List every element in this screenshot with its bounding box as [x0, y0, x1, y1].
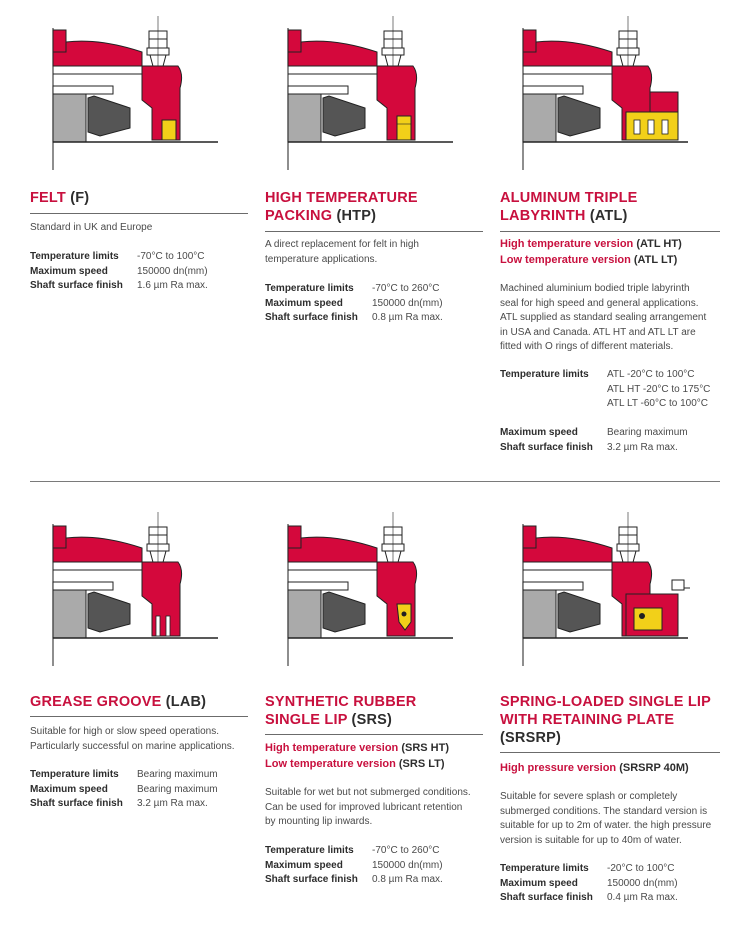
spec-value: ATL LT -60°C to 100°C — [607, 398, 709, 409]
spec-value: -70°C to 260°C — [372, 283, 440, 294]
seal-title-lab: GREASE GROOVE (LAB) — [30, 694, 207, 710]
seal-description: Machined aluminium bodied triple labyrinth seal for high speed and general applications. ATL supplied as standard sealing arrangement in USA and Canada. ATL HT and ATL LT are fitted with O rings of different materials. — [500, 283, 707, 352]
spec-value: 1.6 µm Ra max. — [137, 280, 208, 291]
seal-title-htp: HIGH TEMPERATURE PACKING (HTP) — [265, 190, 418, 224]
spec-value: Bearing maximum — [137, 783, 218, 795]
spec-label: Maximum speed — [30, 783, 108, 795]
spec-label: Temperature limits — [30, 769, 119, 780]
spec-label: Shaft surface finish — [265, 312, 358, 323]
spec-label: Maximum speed — [265, 297, 343, 309]
seal-description: Suitable for severe splash or completely submerged conditions. The standard version is suitable for up to 2m of water. the high pressure version is suitable for up to 40m of water. — [500, 791, 712, 846]
seal-title-atl: ALUMINUM TRIPLE LABYRINTH (ATL) — [500, 190, 638, 224]
spec-table — [265, 844, 487, 889]
spec-label: Shaft surface finish — [30, 798, 123, 809]
spec-table — [265, 282, 487, 327]
spec-label: Temperature limits — [265, 283, 354, 294]
title-rule — [500, 752, 720, 753]
spec-value: Bearing maximum — [607, 427, 688, 438]
seal-illustration-srsrp — [500, 504, 722, 679]
seal-description: A direct replacement for felt in high temperature applications. — [265, 239, 419, 265]
seal-illustration-atl — [500, 8, 722, 183]
spec-label: Shaft surface finish — [500, 892, 593, 903]
seal-variants: High pressure version (SRSRP 40M) — [500, 762, 689, 774]
spec-value: 0.8 µm Ra max. — [372, 874, 443, 885]
title-rule — [265, 231, 483, 232]
spec-label: Temperature limits — [500, 863, 589, 874]
spec-label: Maximum speed — [500, 877, 578, 889]
spec-value: 150000 dn(mm) — [372, 297, 443, 309]
seal-variants: High temperature version (SRS HT) Low temperature version (SRS LT) — [265, 742, 449, 770]
spec-value: 0.8 µm Ra max. — [372, 312, 443, 323]
spec-value: 150000 dn(mm) — [607, 877, 678, 889]
seal-illustration-htp — [265, 8, 487, 183]
spec-label: Shaft surface finish — [265, 874, 358, 885]
spec-value: 150000 dn(mm) — [372, 859, 443, 871]
spec-label: Temperature limits — [30, 251, 119, 262]
seal-title-srs: SYNTHETIC RUBBER SINGLE LIP (SRS) — [265, 694, 417, 728]
spec-label: Temperature limits — [500, 369, 589, 380]
seal-title-felt: FELT (F) — [30, 190, 90, 206]
seal-variants: High temperature version (ATL HT) Low temperature version (ATL LT) — [500, 238, 682, 266]
title-rule — [30, 716, 248, 717]
spec-table — [500, 862, 722, 907]
title-rule — [30, 213, 248, 214]
spec-label: Shaft surface finish — [500, 441, 593, 453]
spec-value: -70°C to 260°C — [372, 845, 440, 856]
seal-illustration-srs — [265, 504, 487, 679]
spec-label: Maximum speed — [30, 265, 108, 277]
spec-value: -70°C to 100°C — [137, 251, 205, 262]
spec-value: Bearing maximum — [137, 769, 218, 780]
seal-illustration-felt — [30, 8, 252, 183]
spec-value: 3.2 µm Ra max. — [137, 798, 208, 809]
spec-value: ATL -20°C to 100°C — [607, 369, 695, 380]
spec-value: -20°C to 100°C — [607, 863, 675, 874]
spec-table — [500, 368, 722, 458]
spec-table — [30, 768, 252, 813]
spec-label: Maximum speed — [500, 427, 578, 438]
spec-table — [30, 250, 252, 295]
seal-description: Suitable for high or slow speed operations. Particularly successful on marine applications. — [30, 726, 235, 752]
section-divider — [30, 481, 720, 482]
spec-label: Temperature limits — [265, 845, 354, 856]
seal-description: Suitable for wet but not submerged conditions. Can be used for improved lubricant retention by mounting lip inwards. — [265, 787, 471, 827]
seal-illustration-lab — [30, 504, 252, 679]
spec-value: 3.2 µm Ra max. — [607, 441, 678, 453]
spec-value: ATL HT -20°C to 175°C — [607, 383, 711, 395]
spec-label: Maximum speed — [265, 859, 343, 871]
seal-title-srsrp: SPRING-LOADED SINGLE LIP WITH RETAINING PLATE (SRSRP) — [500, 694, 712, 746]
title-rule — [500, 231, 720, 232]
title-rule — [265, 734, 483, 735]
spec-label: Shaft surface finish — [30, 280, 123, 291]
seal-description: Standard in UK and Europe — [30, 222, 153, 233]
spec-value: 150000 dn(mm) — [137, 265, 208, 277]
spec-value: 0.4 µm Ra max. — [607, 892, 678, 903]
